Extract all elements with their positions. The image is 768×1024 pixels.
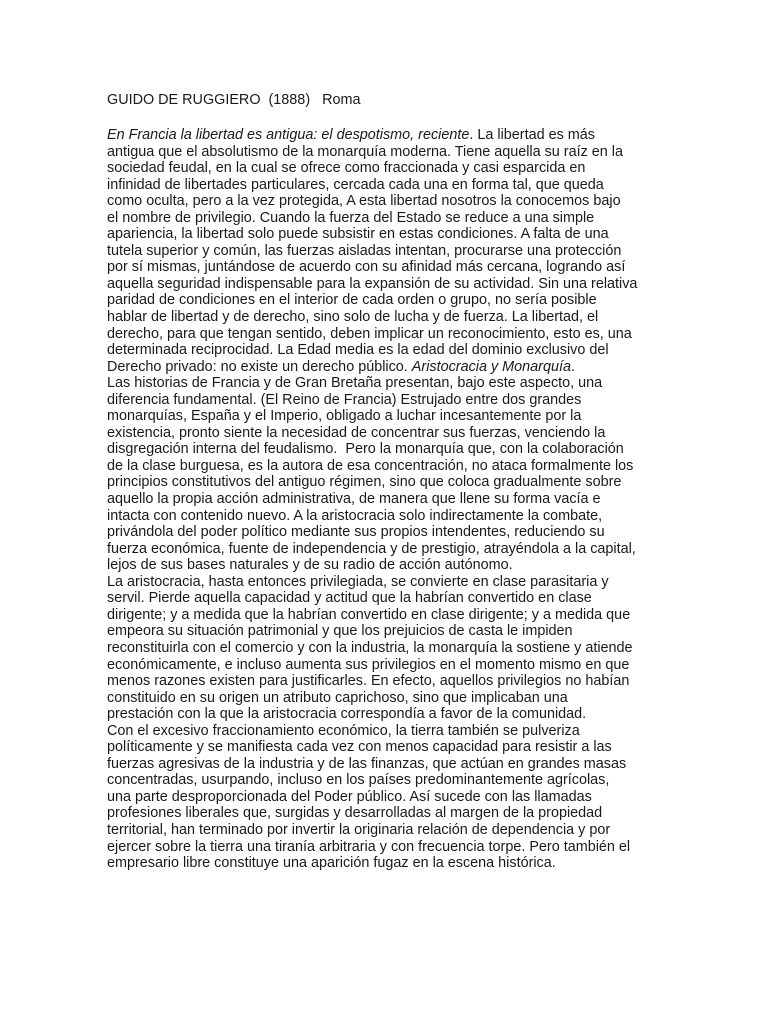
text-line bbox=[107, 177, 667, 194]
text-run: profesiones liberales que, surgidas y desarrolladas al margen de la propiedad bbox=[107, 805, 603, 822]
text-run: Derecho privado: no existe un derecho público. bbox=[107, 358, 412, 375]
text-line bbox=[107, 822, 667, 839]
text-run: empeora su situación patrimonial y que los prejuicios de casta le impiden bbox=[107, 623, 573, 640]
text-run: fuerza económica, fuente de independencia y de prestigio, atrayéndola a la capital, bbox=[107, 540, 636, 557]
text-line bbox=[107, 243, 667, 260]
text-line bbox=[107, 640, 667, 657]
text-line bbox=[107, 342, 667, 359]
text-line bbox=[107, 491, 667, 508]
text-run: prestación con la que la aristocracia correspondía a favor de la comunidad. bbox=[107, 706, 587, 723]
text-run: de la clase burguesa, es la autora de esa concentración, no ataca formalmente los bbox=[107, 457, 634, 474]
text-line bbox=[107, 739, 667, 756]
text-run: monarquías, España y el Imperio, obligado a luchar incesantemente por la bbox=[107, 408, 582, 425]
text-run: dirigente; y a medida que la habrían convertido en clase dirigente; y a medida que bbox=[107, 606, 631, 623]
text-line bbox=[107, 574, 667, 591]
text-line bbox=[107, 259, 667, 276]
document-page bbox=[107, 92, 667, 872]
text-run: empresario libre constituye una aparición fugaz en la escena histórica. bbox=[107, 855, 556, 872]
text-line bbox=[107, 458, 667, 475]
text-line bbox=[107, 326, 667, 343]
text-line bbox=[107, 508, 667, 525]
text-run: . bbox=[570, 358, 575, 375]
text-run: aquella seguridad indispensable para la expansión de su actividad. Sin una relativa bbox=[107, 275, 638, 292]
text-run: derecho, para que tengan sentido, deben implicar un reconocimiento, esto es, una bbox=[107, 325, 632, 342]
text-line bbox=[107, 392, 667, 409]
text-run: menos razones existen para justificarles. En efecto, aquellos privilegios no habían bbox=[107, 673, 630, 690]
text-line bbox=[107, 690, 667, 707]
text-run: antigua que el absolutismo de la monarquía moderna. Tiene aquella su raíz en la bbox=[107, 143, 623, 160]
text-run: reconstituirla con el comercio y con la industria, la monarquía la sostiene y atiende bbox=[107, 639, 633, 656]
document-body bbox=[107, 127, 667, 872]
document-heading: GUIDO DE RUGGIERO (1888) Roma bbox=[107, 92, 361, 108]
text-run: concentradas, usurpando, incluso en los países predominantemente agrícolas, bbox=[107, 772, 610, 789]
text-run: determinada reciprocidad. La Edad media es la edad del dominio exclusivo del bbox=[107, 342, 609, 359]
text-line bbox=[107, 557, 667, 574]
text-line bbox=[107, 359, 667, 376]
text-run: privándola del poder político mediante sus propios intendentes, reduciendo su bbox=[107, 524, 605, 541]
text-run: principios constitutivos del antiguo régimen, sino que coloca gradualmente sobre bbox=[107, 474, 622, 491]
text-run: el nombre de privilegio. Cuando la fuerza del Estado se reduce a una simple bbox=[107, 209, 595, 226]
text-line bbox=[107, 425, 667, 442]
text-run: infinidad de libertades particulares, cercada cada una en forma tal, que queda bbox=[107, 176, 604, 193]
text-run: servil. Pierde aquella capacidad y actitud que la habrían convertido en clase bbox=[107, 590, 592, 607]
text-run: por sí mismas, juntándose de acuerdo con su afinidad más cercana, logrando así bbox=[107, 259, 626, 276]
italic-text-run: En Francia la libertad es antigua: el despotismo, reciente bbox=[107, 127, 470, 143]
text-run: una parte desproporcionada del Poder público. Así sucede con las llamadas bbox=[107, 788, 592, 805]
text-line bbox=[107, 276, 667, 293]
text-line bbox=[107, 623, 667, 640]
text-run: lejos de sus bases naturales y de su radio de acción autónomo. bbox=[107, 557, 513, 574]
text-line bbox=[107, 723, 667, 740]
text-run: hablar de libertad y de derecho, sino solo de lucha y de fuerza. La libertad, el bbox=[107, 309, 599, 326]
text-run: diferencia fundamental. (El Reino de Francia) Estrujado entre dos grandes bbox=[107, 391, 582, 408]
text-run: constituido en su origen un atributo caprichoso, sino que implicaban una bbox=[107, 689, 568, 706]
text-run: sociedad feudal, en la cual se ofrece como fraccionada y casi esparcida en bbox=[107, 160, 586, 177]
text-line bbox=[107, 541, 667, 558]
text-run: como oculta, pero a la vez protegida, A esta libertad nosotros la conocemos bajo bbox=[107, 193, 621, 210]
text-line bbox=[107, 524, 667, 541]
text-line bbox=[107, 789, 667, 806]
text-run: económicamente, e incluso aumenta sus privilegios en el momento mismo en que bbox=[107, 656, 630, 673]
text-line bbox=[107, 375, 667, 392]
text-run: existencia, pronto siente la necesidad de concentrar sus fuerzas, venciendo la bbox=[107, 424, 606, 441]
text-line bbox=[107, 756, 667, 773]
text-line bbox=[107, 673, 667, 690]
text-run: ejercer sobre la tierra una tiranía arbitraria y con frecuencia torpe. Pero también el bbox=[107, 838, 631, 855]
text-line bbox=[107, 706, 667, 723]
text-line bbox=[107, 127, 667, 144]
text-run: políticamente y se manifiesta cada vez con menos capacidad para resistir a las bbox=[107, 739, 612, 756]
text-line bbox=[107, 309, 667, 326]
text-line bbox=[107, 772, 667, 789]
text-line bbox=[107, 408, 667, 425]
text-line bbox=[107, 210, 667, 227]
text-run: Las historias de Francia y de Gran Bretaña presentan, bajo este aspecto, una bbox=[107, 375, 603, 392]
text-run: fuerzas agresivas de la industria y de las finanzas, que actúan en grandes masas bbox=[107, 755, 627, 772]
text-line bbox=[107, 292, 667, 309]
text-run: paridad de condiciones en el interior de cada orden o grupo, no sería posible bbox=[107, 292, 597, 309]
text-run: apariencia, la libertad solo puede subsistir en estas condiciones. A falta de una bbox=[107, 226, 609, 243]
text-line bbox=[107, 441, 667, 458]
text-line bbox=[107, 805, 667, 822]
text-run: La aristocracia, hasta entonces privilegiada, se convierte en clase parasitaria y bbox=[107, 573, 609, 590]
text-run: Con el excesivo fraccionamiento económico, la tierra también se pulveriza bbox=[107, 722, 580, 739]
text-line bbox=[107, 160, 667, 177]
italic-text-run: Aristocracia y Monarquía bbox=[411, 358, 571, 375]
text-run: disgregación interna del feudalismo. Pero la monarquía que, con la colaboración bbox=[107, 441, 624, 458]
text-line bbox=[107, 226, 667, 243]
text-line bbox=[107, 855, 667, 872]
text-line bbox=[107, 193, 667, 210]
text-run: tutela superior y común, las fuerzas aisladas intentan, procurarse una protección bbox=[107, 242, 622, 259]
text-run: intacta con contenido nuevo. A la aristocracia solo indirectamente la combate, bbox=[107, 507, 603, 524]
text-line bbox=[107, 474, 667, 491]
text-line bbox=[107, 144, 667, 161]
text-run: . La libertad es más bbox=[469, 127, 595, 143]
text-run: aquello la propia acción administrativa, de manera que llene su forma vacía e bbox=[107, 491, 601, 508]
text-run: territorial, han terminado por invertir la originaria relación de dependencia y por bbox=[107, 821, 611, 838]
text-line bbox=[107, 657, 667, 674]
text-line bbox=[107, 839, 667, 856]
text-line bbox=[107, 607, 667, 624]
text-line bbox=[107, 590, 667, 607]
